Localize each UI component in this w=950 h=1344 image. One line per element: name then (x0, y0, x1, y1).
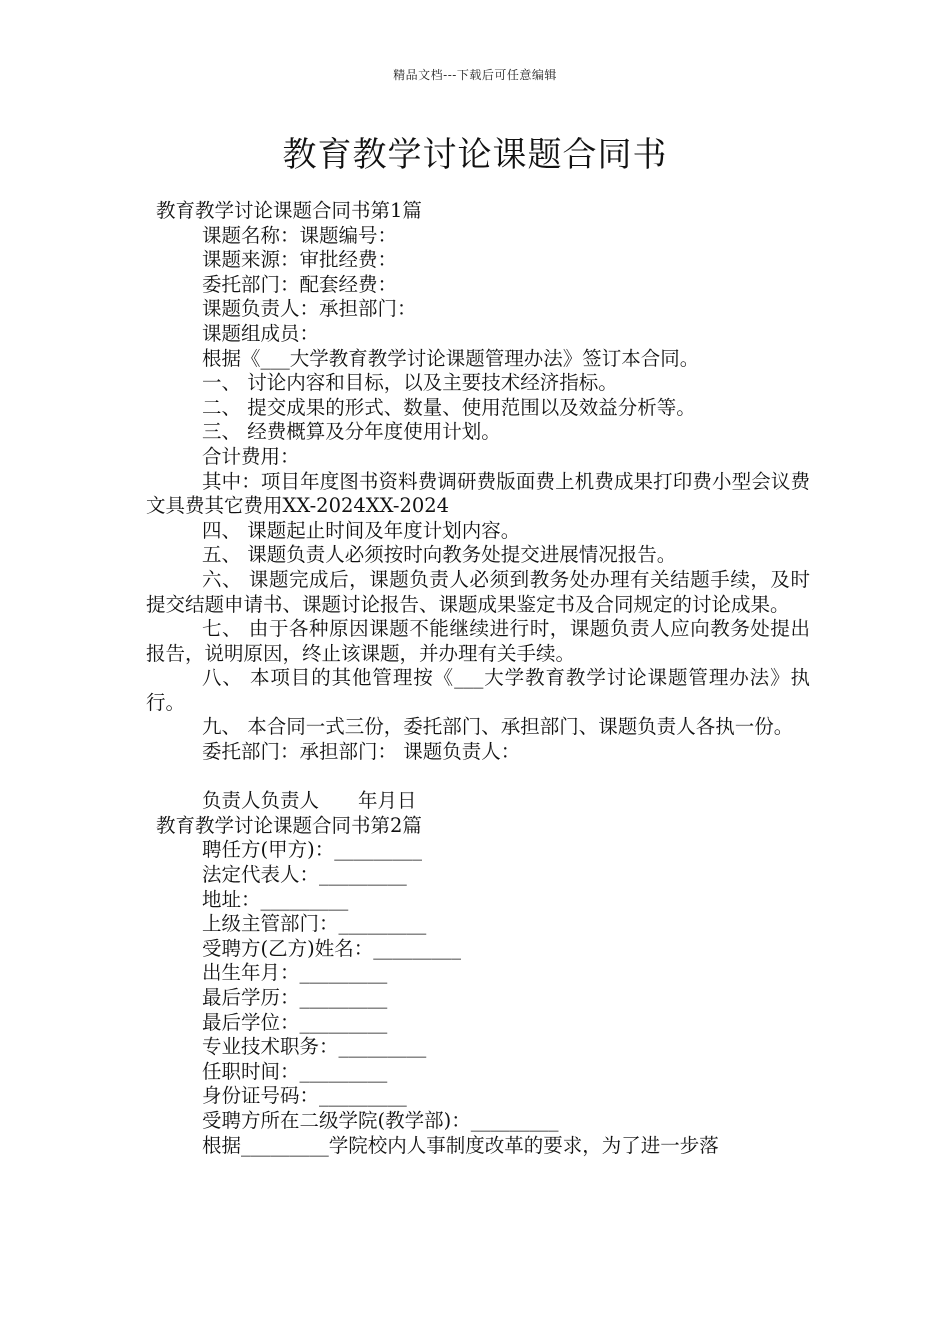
body-line: 根据《___大学教育教学讨论课题管理办法》签订本合同。 (202, 346, 700, 370)
body-line: 二、 提交成果的形式、数量、使用范围以及效益分析等。 (202, 395, 696, 419)
body-line: 四、 课题起止时间及年度计划内容。 (202, 518, 521, 542)
body-line: 专业技术职务：_________ (202, 1035, 427, 1059)
body-line: 课题来源：审批经费： (202, 248, 398, 272)
body-line: 受聘方(乙方)姓名：_________ (202, 936, 461, 960)
body-line: 课题组成员： (202, 321, 320, 345)
body-line: 上级主管部门：_________ (202, 912, 427, 936)
body-line: 聘任方(甲方)：_________ (202, 838, 422, 862)
document-body (146, 199, 810, 1158)
body-line: 最后学历：_________ (202, 986, 388, 1009)
body-line: 受聘方所在二级学院(教学部)：_________ (202, 1108, 559, 1132)
document-title: 教育教学讨论课题合同书 (282, 135, 668, 175)
body-line: 身份证号码：_________ (202, 1084, 407, 1108)
body-line: 最后学位：_________ (202, 1010, 388, 1034)
body-line: 法定代表人：_________ (202, 863, 407, 887)
body-line: 五、 课题负责人必须按时向教务处提交进展情况报告。 (202, 543, 677, 567)
body-line: 八、 本项目的其他管理按《___大学教育教学讨论课题管理办法》执行。 (146, 666, 810, 714)
body-line: 根据_________学院校内人事制度改革的要求，为了进一步落 (202, 1133, 719, 1157)
body-line: 任职时间：_________ (202, 1059, 388, 1083)
body-line: 六、 课题完成后，课题负责人必须到教务处办理有关结题手续，及时提交结题申请书、课题讨论报告、课题成果鉴定书及合同规定的讨论成果。 (146, 567, 810, 616)
header-note: 精品文档---下载后可任意编辑 (393, 68, 557, 82)
body-line: 地址：_________ (202, 887, 349, 911)
body-line: 课题负责人：承担部门： (202, 297, 417, 321)
body-line: 合计费用： (202, 444, 300, 468)
body-line: 课题名称：课题编号： (202, 223, 398, 247)
body-line: 其中：项目年度图书资料费调研费版面费上机费成果打印费小型会议费文具费其它费用XX-2024XX-2024 (146, 469, 810, 518)
body-line: 七、 由于各种原因课题不能继续进行时，课题负责人应向教务处提出报告，说明原因，终止该课题，并办理有关手续。 (146, 617, 810, 665)
body-line: 九、 本合同一式三份，委托部门、承担部门、课题负责人各执一份。 (202, 715, 794, 739)
body-line: 出生年月：_________ (202, 961, 388, 985)
body-line: 一、 讨论内容和目标，以及主要技术经济指标。 (202, 371, 618, 395)
blank-line (146, 765, 810, 790)
section-heading: 教育教学讨论课题合同书第2篇 (156, 813, 422, 837)
body-line: 委托部门：承担部门： 课题负责人： (202, 740, 521, 764)
body-line: 委托部门：配套经费： (202, 272, 398, 296)
body-line: 负责人负责人 年月日 (202, 789, 417, 813)
body-line: 三、 经费概算及分年度使用计划。 (202, 420, 501, 444)
section-heading: 教育教学讨论课题合同书第1篇 (156, 199, 422, 222)
